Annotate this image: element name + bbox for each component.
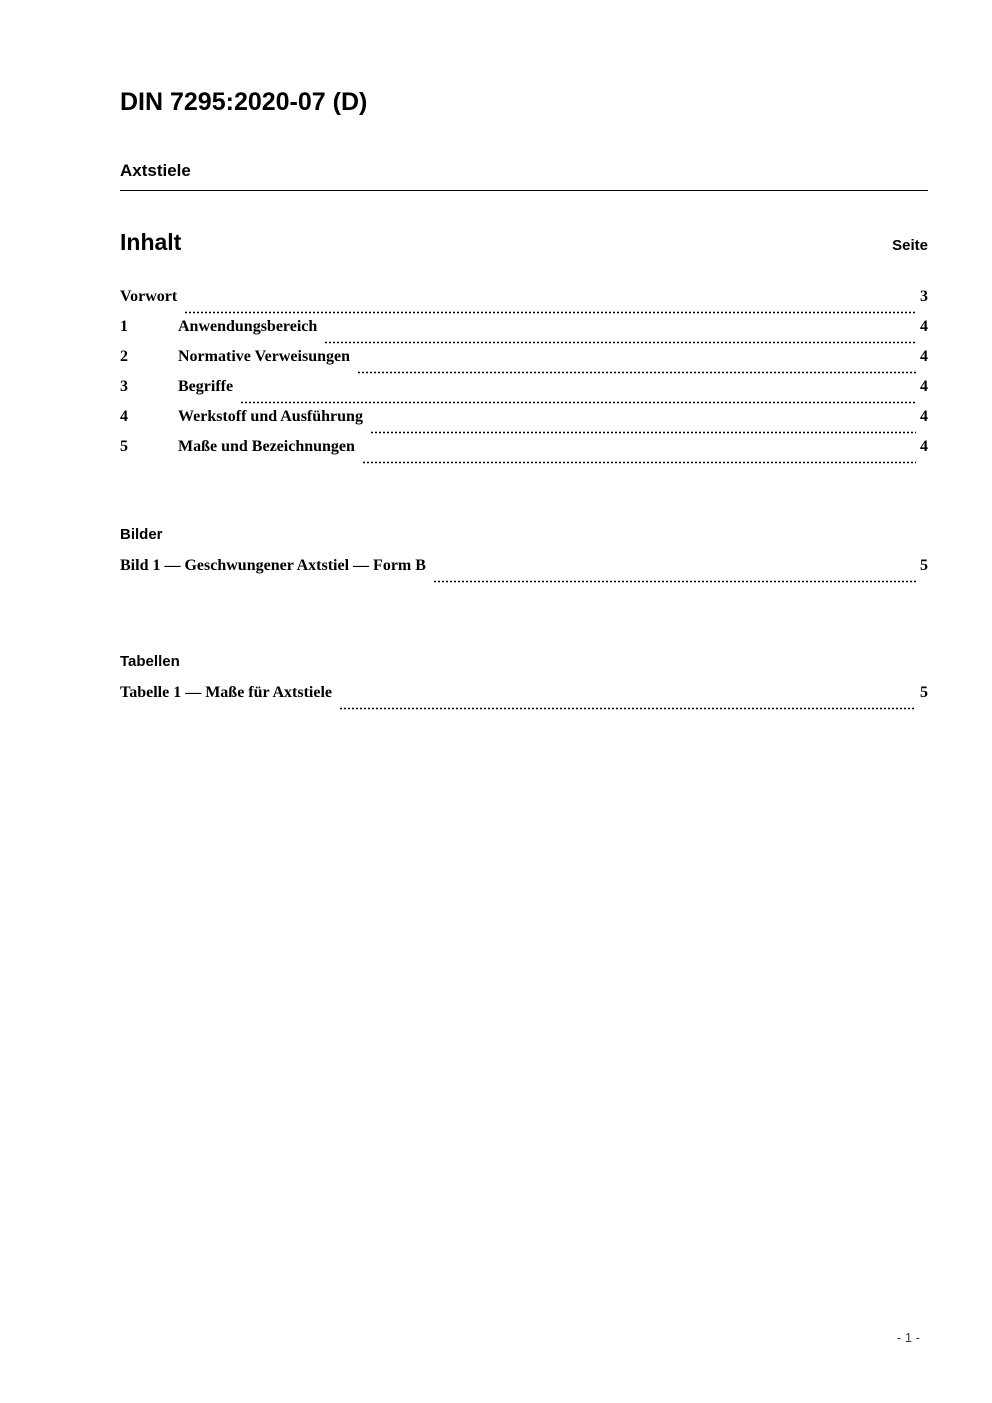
- toc-entry-label: Werkstoff und Ausführung: [178, 407, 363, 425]
- figures-section-title: Bilder: [120, 525, 163, 543]
- document-subtitle: Axtstiele: [120, 160, 191, 180]
- dot-leader: [357, 371, 916, 374]
- toc-entry-number: 3: [120, 377, 128, 395]
- table-entry-1: [120, 684, 928, 714]
- toc-entry-page: 4: [920, 317, 928, 335]
- dot-leader: [324, 341, 916, 344]
- toc-entry-number: 4: [120, 407, 128, 425]
- toc-entry-label: Normative Verweisungen: [178, 347, 350, 365]
- toc-entry-page: 4: [920, 377, 928, 395]
- toc-entry-4: [120, 408, 928, 438]
- dot-leader: [339, 707, 916, 710]
- figure-entry-1: [120, 557, 928, 587]
- toc-entry-label: Maße und Bezeichnungen: [178, 437, 355, 455]
- dot-leader: [370, 431, 916, 434]
- toc-page-column-label: Seite: [892, 236, 928, 254]
- figure-entry-page: 5: [920, 556, 928, 574]
- dot-leader: [184, 311, 916, 314]
- document-title: DIN 7295:2020-07 (D): [120, 88, 368, 116]
- tables-section-title: Tabellen: [120, 652, 180, 670]
- footer-page-number: - 1 -: [896, 1330, 920, 1345]
- toc-header: [120, 229, 928, 256]
- toc-entry-number: 1: [120, 317, 128, 335]
- figures-list: [120, 557, 928, 587]
- toc-list: [120, 288, 928, 468]
- dot-leader: [240, 401, 916, 404]
- figure-entry-label: Bild 1 — Geschwungener Axtstiel — Form B: [120, 556, 426, 574]
- table-entry-label: Tabelle 1 — Maße für Axtstiele: [120, 683, 332, 701]
- toc-entry-number: 5: [120, 437, 128, 455]
- toc-entry-2: [120, 348, 928, 378]
- table-entry-page: 5: [920, 683, 928, 701]
- dot-leader: [433, 580, 916, 583]
- toc-entry-label: Anwendungsbereich: [178, 317, 318, 335]
- toc-entry-label: Vorwort: [120, 287, 178, 305]
- toc-entry-page: 3: [920, 287, 928, 305]
- toc-entry-page: 4: [920, 407, 928, 425]
- toc-entry-vorwort: [120, 288, 928, 318]
- tables-list: [120, 684, 928, 714]
- toc-entry-3: [120, 378, 928, 408]
- toc-entry-number: 2: [120, 347, 128, 365]
- toc-entry-1: [120, 318, 928, 348]
- toc-title: Inhalt: [120, 228, 182, 255]
- toc-entry-page: 4: [920, 347, 928, 365]
- dot-leader: [362, 461, 916, 464]
- title-divider: [120, 190, 928, 191]
- toc-entry-page: 4: [920, 437, 928, 455]
- subtitle-block: [120, 161, 928, 190]
- toc-entry-5: [120, 438, 928, 468]
- toc-entry-label: Begriffe: [178, 377, 234, 395]
